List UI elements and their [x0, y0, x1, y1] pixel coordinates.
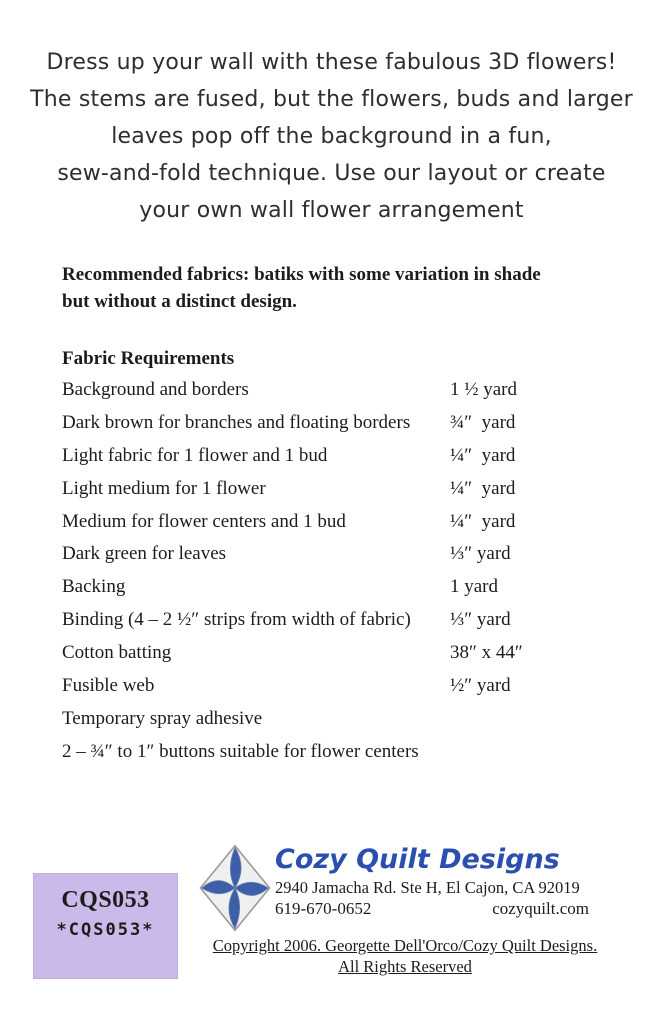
intro-line: Dress up your wall with these fabulous 3D flowers!: [46, 50, 617, 75]
company-website: cozyquilt.com: [492, 899, 589, 918]
requirement-label: Temporary spray adhesive: [62, 707, 263, 729]
pinwheel-logo-icon: [199, 844, 271, 932]
requirement-value: 1 yard: [450, 576, 499, 598]
recommended-line: Recommended fabrics: batiks with some variation in shade: [62, 264, 541, 285]
requirement-label: Fusible web: [62, 675, 155, 697]
requirement-row: [62, 675, 622, 708]
brand-text: [275, 844, 589, 920]
requirement-row: [62, 543, 622, 576]
requirement-label: Cotton batting: [62, 642, 172, 664]
sku-box: [33, 873, 178, 979]
company-address: 2940 Jamacha Rd. Ste H, El Cajon, CA 92019: [275, 878, 580, 897]
requirement-row: [62, 445, 622, 478]
requirement-value: 38″ x 44″: [450, 642, 523, 664]
recommended-fabrics-note: [62, 261, 602, 315]
sku-barcode-text: *CQS053*: [56, 920, 155, 940]
requirement-row: [62, 642, 622, 675]
company-name: Cozy Quilt Designs: [275, 844, 560, 875]
company-contact-row: [275, 898, 589, 920]
requirement-row: [62, 379, 622, 412]
fabric-requirements-heading: Fabric Requirements: [62, 348, 235, 369]
requirement-label: Backing: [62, 576, 126, 598]
requirement-row: [62, 511, 622, 544]
requirement-value: 1 ½ yard: [450, 379, 518, 400]
intro-line: leaves pop off the background in a fun,: [111, 124, 552, 149]
requirement-value: ⅓″ yard: [450, 543, 511, 565]
requirement-label: Light fabric for 1 flower and 1 bud: [62, 444, 328, 466]
requirement-value: ¼″ yard: [450, 477, 516, 499]
requirement-label: Dark brown for branches and floating borders: [62, 411, 411, 433]
requirement-label: Light medium for 1 flower: [62, 477, 266, 499]
recommended-line: but without a distinct design.: [62, 291, 297, 312]
company-phone: 619-670-0652: [275, 899, 372, 918]
requirement-label: Dark green for leaves: [62, 543, 227, 565]
copyright-line-2: All Rights Reserved: [338, 957, 472, 976]
fabric-requirements-list: [62, 379, 622, 774]
requirement-label: Binding (4 – 2 ½″ strips from width of fabric): [62, 609, 411, 631]
intro-paragraph: [0, 44, 663, 229]
requirement-value: ¼″ yard: [450, 444, 516, 466]
requirement-label: 2 – ¾″ to 1″ buttons suitable for flower centers: [62, 740, 419, 762]
requirement-row: [62, 478, 622, 511]
requirement-value: ⅓″ yard: [450, 609, 511, 631]
requirement-value: ¾″ yard: [450, 411, 516, 433]
sku-code: CQS053: [61, 887, 150, 913]
intro-line: sew-and-fold technique. Use our layout or create: [57, 161, 606, 186]
requirement-value: ½″ yard: [450, 675, 511, 697]
requirement-label: Medium for flower centers and 1 bud: [62, 510, 346, 532]
requirement-row: [62, 609, 622, 642]
requirement-row: [62, 412, 622, 445]
intro-line: your own wall flower arrangement: [139, 198, 524, 223]
copyright-line-1: Copyright 2006. Georgette Dell'Orco/Cozy Quilt Designs.: [212, 936, 598, 955]
copyright-block: [195, 935, 615, 977]
requirement-row: [62, 741, 622, 774]
brand-block: [199, 844, 589, 932]
requirement-value: ¼″ yard: [450, 510, 516, 532]
intro-line: The stems are fused, but the flowers, buds and larger: [30, 87, 633, 112]
requirement-row: [62, 708, 622, 741]
requirement-row: [62, 576, 622, 609]
requirement-label: Background and borders: [62, 379, 249, 400]
